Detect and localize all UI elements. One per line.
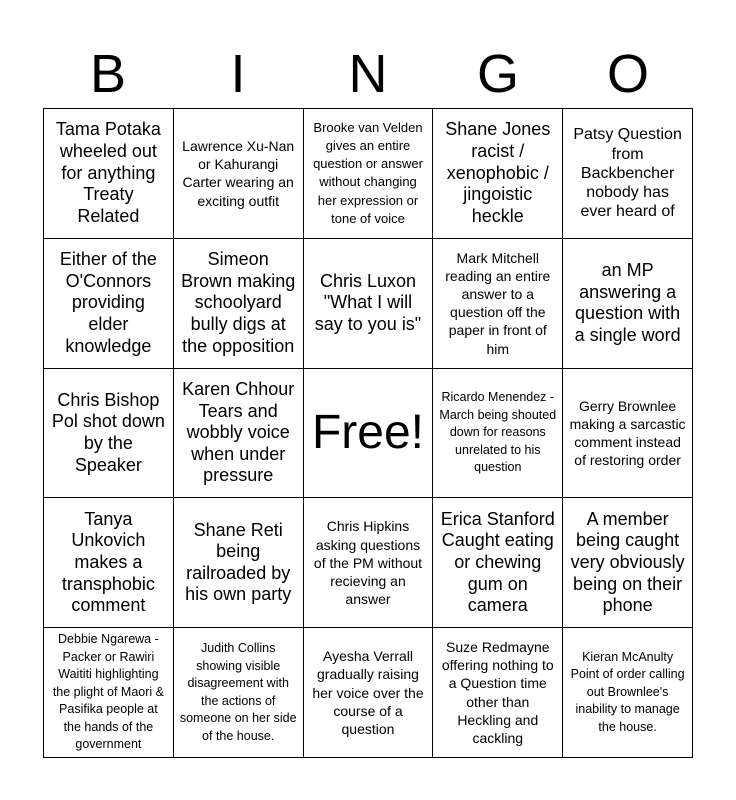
bingo-cell	[174, 109, 304, 239]
bingo-cell	[44, 498, 174, 628]
bingo-cell	[433, 239, 563, 369]
cell-text: Judith Collins showing visible disagreement with the actions of someone on her side of the house.	[179, 641, 297, 743]
cell-text: Tama Potaka wheeled out for anything Treaty Related	[55, 119, 161, 226]
bingo-cell	[563, 239, 693, 369]
cell-text: Either of the O'Connors providing elder knowledge	[59, 249, 157, 356]
cell-text: Debbie Ngarewa - Packer or Rawiri Waititi highlighting the plight of Maori & Pasifika people at the hands of the government	[52, 632, 164, 752]
bingo-cell	[44, 109, 174, 239]
bingo-cell	[174, 498, 304, 628]
header-letter-g: G	[476, 44, 519, 104]
bingo-cell	[44, 369, 174, 499]
bingo-header	[43, 40, 693, 108]
header-letter-i: I	[230, 44, 246, 104]
cell-text: Mark Mitchell reading an entire answer to a question off the paper in front of him	[445, 249, 551, 357]
bingo-cell	[433, 498, 563, 628]
header-letter-o: O	[606, 44, 649, 104]
bingo-cell	[433, 628, 563, 758]
cell-text: Tanya Unkovich makes a transphobic comment	[61, 508, 155, 616]
bingo-cell	[304, 628, 434, 758]
bingo-cell	[563, 109, 693, 239]
cell-text: Erica Stanford Caught eating or chewing gum on camera	[440, 508, 555, 616]
bingo-cell	[304, 498, 434, 628]
cell-text: an MP answering a question with a single word	[574, 260, 681, 345]
cell-text: Shane Reti being railroaded by his own party	[185, 519, 292, 605]
cell-text: Brooke van Velden gives an entire question or answer without changing her expression or tone of voice	[313, 119, 423, 226]
cell-text: Chris Hipkins asking questions of the PM without recieving an answer	[313, 518, 423, 608]
cell-text: Suze Redmayne offering nothing to a Question time other than Heckling and cackling	[441, 639, 554, 746]
bingo-cell	[433, 369, 563, 499]
cell-text: Ricardo Menendez - March being shouted down for reasons unrelated to his question	[439, 390, 557, 475]
cell-text: Karen Chhour Tears and wobbly voice when under pressure	[182, 379, 295, 486]
bingo-cell	[174, 369, 304, 499]
free-space	[304, 369, 434, 499]
bingo-cell	[563, 628, 693, 758]
cell-text: Chris Bishop Pol shot down by the Speaker	[51, 389, 165, 475]
bingo-cell	[174, 239, 304, 369]
header-letter-b: B	[89, 44, 127, 104]
bingo-cell	[304, 239, 434, 369]
cell-text: Shane Jones racist / xenophobic / jingoistic heckle	[445, 119, 551, 226]
bingo-cell	[563, 369, 693, 499]
header-letter-n: N	[348, 44, 388, 104]
cell-text: Chris Luxon "What I will say to you is"	[314, 270, 422, 334]
bingo-cell	[174, 628, 304, 758]
cell-text: Patsy Question from Backbencher nobody has ever heard of	[573, 126, 682, 221]
bingo-cell	[563, 498, 693, 628]
bingo-cell	[44, 239, 174, 369]
cell-text: Ayesha Verrall gradually raising her voice over the course of a question	[312, 648, 424, 737]
bingo-grid	[43, 108, 693, 758]
cell-text: A member being caught very obviously being on their phone	[570, 508, 685, 616]
cell-text: Kieran McAnulty Point of order calling out Brownlee's inability to manage the house.	[570, 649, 685, 734]
free-space-label: Free!	[311, 405, 424, 459]
bingo-cell	[44, 628, 174, 758]
cell-text: Lawrence Xu-Nan or Kahurangi Carter wearing an exciting outfit	[182, 138, 295, 209]
cell-text: Simeon Brown making schoolyard bully digs at the opposition	[181, 249, 296, 356]
cell-text: Gerry Brownlee making a sarcastic comment instead of restoring order	[569, 397, 686, 469]
bingo-cell	[433, 109, 563, 239]
bingo-cell	[304, 109, 434, 239]
